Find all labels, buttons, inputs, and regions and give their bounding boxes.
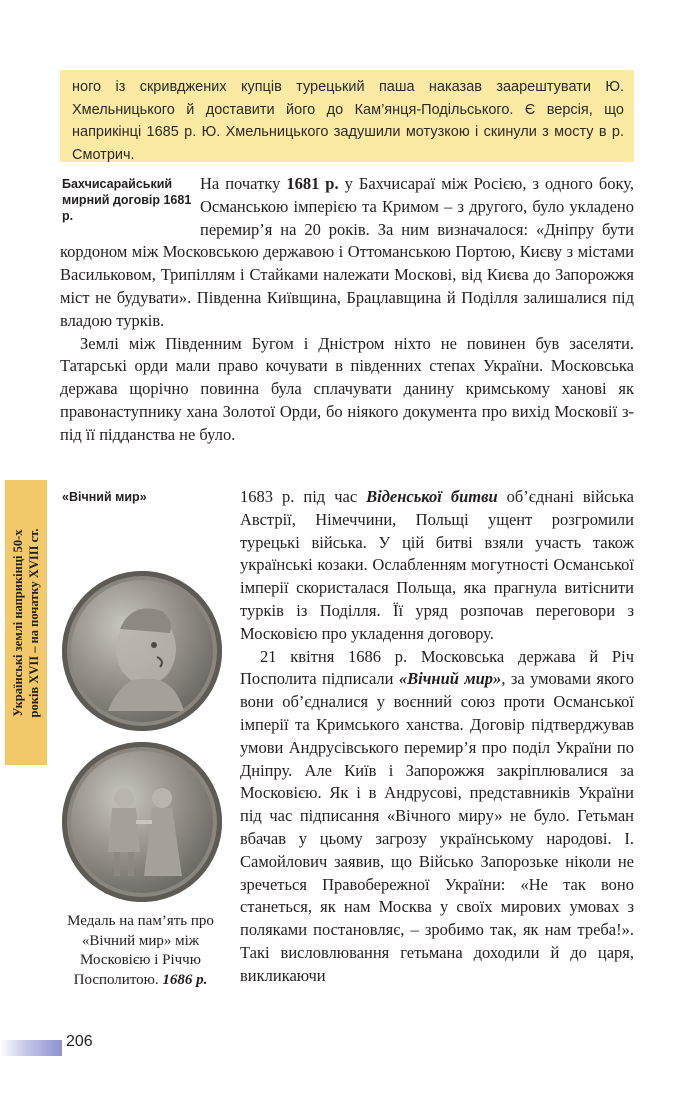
medal-caption-year: 1686 р. <box>162 971 208 988</box>
section2-body <box>60 486 634 1092</box>
chapter-label-line1: Українські землі наприкінці 50-х <box>11 528 25 717</box>
section2-p1-b: об’єднані війська Австрії, Німеччини, Польщі ущент розгромили турецькі війська. У цій битві взяли участь також українські козаки. Ослабленням могутності Османської імперії скористалася Польща, яка прагнула витіснити турків із Поділля. Її уряд розпочав переговори з Московією про укладення договору. <box>240 487 634 643</box>
medal-caption-text: Медаль на пам’ять про «Вічний мир» між Московією і Річчю Посполитою. <box>67 913 214 988</box>
section2-vienna-battle: Віденської битви <box>366 487 498 506</box>
page-number-bar <box>0 1040 62 1056</box>
section2-eternal-peace-term: «Вічний мир» <box>398 669 502 689</box>
side-heading-bakhchisarai: Бахчисарайський мирний договір 1681 р. <box>62 177 192 223</box>
side-heading-eternal-peace: «Вічний мир» <box>62 490 147 504</box>
section1-float-spacer <box>60 173 200 239</box>
chapter-label-line2: років XVII – на початку XVIII ст. <box>27 528 41 717</box>
section2-p2-b: , за умовами якого вони об’єдналися у воєнний союз проти Османської імперії та Кримського ханства. Договір підтверджував умови Андрусівського перемир’я про поділ України по Дніпру. Але Київ і Запорожжя закріплювалися за Московією. Як і в Андрусові, представників України під час підписання «Вічного миру» не було. Гетьман вбачав у цьому загрозу українському народові. І. Самойлович заявив, що Військо Запорозьке ніколи не зречеться Правобережної України: «Не так воно станеться, як нам Москва у своїх мирових умовах з поляками постановляє, – зробимо так, як нам треба!». Такі висловлювання гетьмана доходили й до царя, викликаючи <box>240 669 635 985</box>
section2-p1-a: 1683 р. під час <box>240 487 367 506</box>
section1-body <box>60 173 634 447</box>
continuation-note-box <box>60 70 634 162</box>
section2-p2-a: 21 квітня 1686 р. Московська держава й Річ Посполита підписали <box>240 646 634 689</box>
continuation-note-text: ного із скривджених купців турецький паша наказав заарештувати Ю. Хмельницького й доставити його до Кам’янця-Подільського. Є версія, що наприкінці 1685 р. Ю. Хмельницького задушили мотузкою і скинули з мосту в р. Смотрич. <box>72 79 624 163</box>
section1-p1-year: 1681 р. <box>286 174 339 193</box>
section1-paragraph2: Землі між Південним Бугом і Дністром ніхто не повинен був заселяти. Татарські орди мали право кочувати в південних степах України. Московська держава щорічно повинна була сплачувати данину кримському ханові як правонаступнику хана Золотої Орди, бо ніякого документа про вихід Московії з-під її підданства не було. <box>60 333 634 444</box>
section2-heading-spacer <box>60 486 200 506</box>
section1-p1-rest: у Бахчисараї між Росією, з одного боку, Османською імперією та Кримом – з другого, було укладено перемир’я на 20 років. За ним визначалося: «Дніпру бути кордоном між Московською державою і Оттоманською Портою, Києву з містами Васильковом, Трипіллям і Стайками належати Москові, від Києва до Запорожжя міст не будувати». Південна Київщина, Брацлавщина й Поділля залишалися під владою турків. <box>60 174 634 330</box>
page-number: 206 <box>66 1033 93 1050</box>
section2-image-spacer <box>60 572 240 1092</box>
section1-p1-start: На початку <box>200 174 287 193</box>
chapter-vertical-label <box>5 480 47 765</box>
